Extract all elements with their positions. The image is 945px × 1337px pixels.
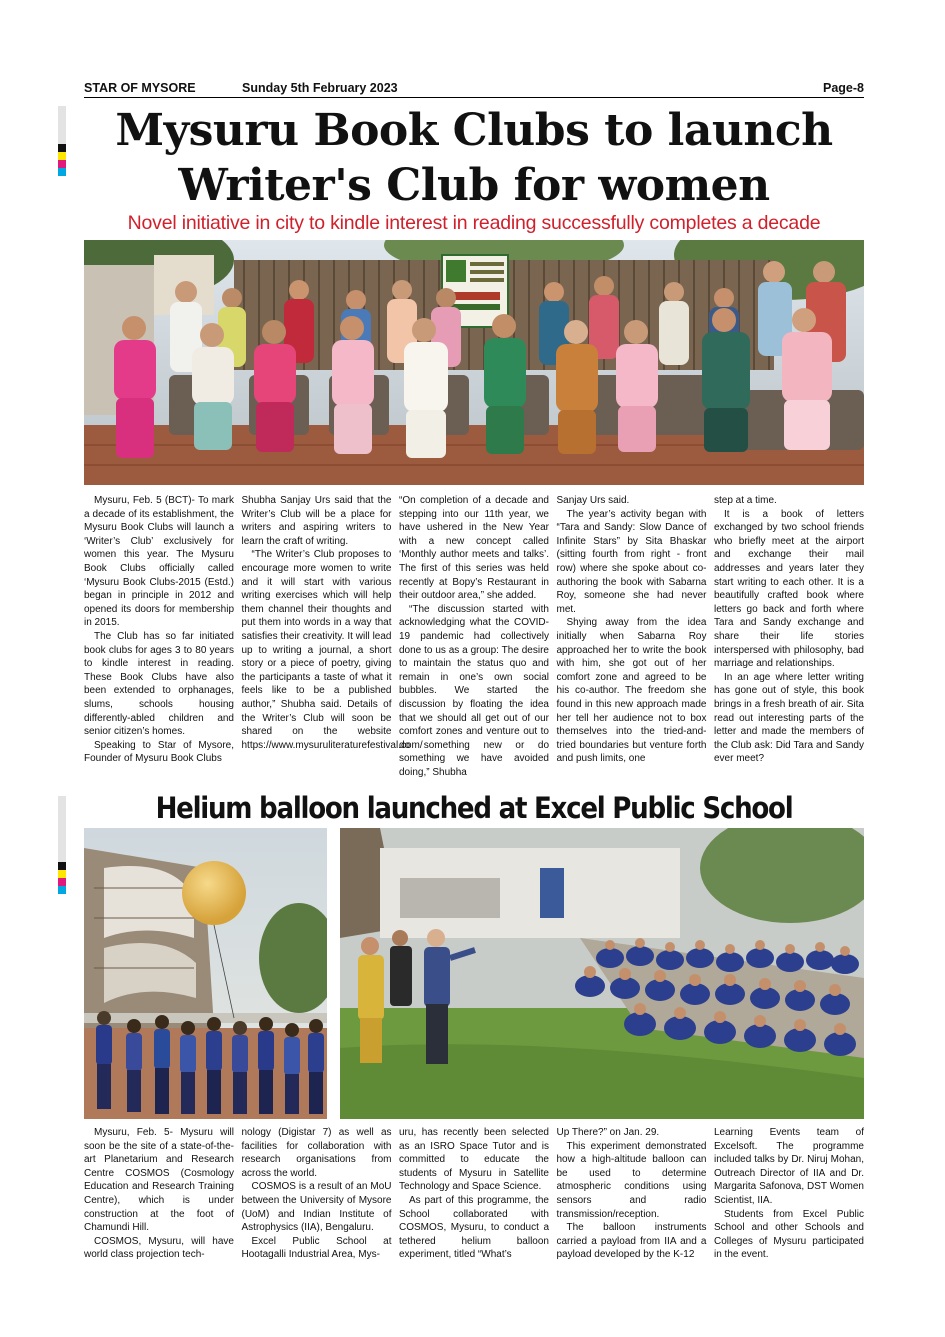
story2-column-4 [557,1126,707,1262]
paragraph: “On completion of a decade and stepping into our 11th year, we have ushered in the New Year with a new concept called ‘Monthly author meets and talks’. The first of this series was held recently at Bopy’s Restaurant in their outdoor area,” she added. [399,495,549,602]
paragraph: nology (Digistar 7) as well as facilities for collaboration with research organisations from across the world. [241,1127,392,1179]
story1-column-5 [714,494,864,779]
paragraph: Mysuru, Feb. 5- Mysuru will soon be the site of a state-of-the-art Planetarium and Research Centre COSMOS (Cosmology Education and Research Training Centre), which is under construction at the foot of Chamundi Hill. [84,1127,234,1234]
story2-body [84,1126,864,1262]
paragraph: Shying away from the idea initially when Sabarna Roy approached her to write the book with him, she got out of her comfort zone and agreed to be his co-author. The freedom she found in this new approach made her tell her audience not to box themselves into the tried-and-tried boundaries but venture forth and push limits, one [556,617,707,765]
paragraph: Shubha Sanjay Urs said that the Writer’s Club will be a place for writers and aspiring writers to learn the craft of writing. [241,495,392,547]
paragraph: The year’s activity began with “Tara and Sandy: Slow Dance of Infinite Stars” by Sita Bhaskar (sitting fourth from right - front row) where she spoke about co-authoring the book with Sabarna Roy, someone she had never met. [556,508,707,615]
paragraph: Mysuru, Feb. 5 (BCT)- To mark a decade of its establishment, the Mysuru Book Clubs will launch a ‘Writer’s Club’ exclusively for women this year. The Mysuru Book Clubs officially called ‘Mysuru Book Clubs-2015 (Estd.) began in principle in 2012 and opened its doors for membership in 2015. [84,495,234,629]
paragraph: As part of this programme, the School collaborated with COSMOS, Mysuru, to conduct a tethered helium balloon experiment, titled “What’s [399,1194,549,1261]
subheadline: Novel initiative in city to kindle interest in reading successfully completes a decade [127,212,821,234]
paragraph: COSMOS, Mysuru, will have world class projection tech- [84,1235,234,1261]
story2-column-2 [242,1126,392,1262]
issue-date: Sunday 5th February 2023 [242,81,398,95]
paragraph: Sanjay Urs said. [556,495,630,506]
paragraph: Up There?” on Jan. 29. [556,1127,660,1138]
balloon-photo [84,828,327,1119]
headline-helium-balloon: Helium balloon launched at Excel Public School [123,788,825,828]
story1-column-3 [399,494,549,779]
story1-column-2 [241,494,423,779]
registration-mark-top [58,106,66,176]
paragraph: step at a time. [714,495,777,506]
newspaper-name: STAR OF MYSORE [84,81,196,95]
story1-column-4 [557,494,707,779]
story2-column-5 [714,1126,864,1262]
story1-body [84,494,864,779]
paragraph: Learning Events team of Excelsoft. The programme included talks by Dr. Niruj Mohan, Outreach Director of IIA and Dr. Margarita Safonova, DST Women Scientist, IIA. [714,1127,864,1206]
story2-column-3 [399,1126,549,1262]
headline-line-1: Mysuru Book Clubs to launch [115,105,833,156]
paragraph: Speaking to Star of Mysore, Founder of Mysuru Book Clubs [84,739,234,765]
paragraph: “The Writer’s Club proposes to encourage more women to write and it will start with various writing exercises which will help them channel their thoughts and put them into words in a way that satisfies their creativity. It will lead up to writing a journal, a short story or a piece of poetry, giving the participants a taste of what it feels like to be a published author,” Shubha said. Details of the Writer’s Club will soon be shared on the website https://www.mysuruliteraturefestival.com/ [241,549,423,751]
paragraph: COSMOS is a result of an MoU between the University of Mysore (UoM) and Indian Institute of Astrophysics (IIA), Bengaluru. [241,1181,392,1234]
page-header [84,80,864,98]
paragraph: This experiment demonstrated how a high-altitude balloon can be used to determine atmospheric conditions using sensors and radio transmission/reception. [556,1140,707,1220]
paragraph: The Club has so far initiated book clubs for ages 3 to 80 years to kindle interest in reading. These Book Clubs have also been extended to orphanages, slums, schools housing differently-abled children and senior citizen’s homes. [84,630,234,738]
paragraph: Excel Public School at Hootagalli Industrial Area, Mys- [241,1235,392,1261]
story2-column-1 [84,1126,234,1262]
students-audience-photo [340,828,864,1119]
story1-column-1 [84,494,234,779]
book-club-group-photo [84,240,864,485]
paragraph: In an age where letter writing has gone out of style, this book brings in a fresh breath of air. Sita read out interesting parts of the letter and made the members of the Club ask: Did Tara and Sandy ever meet? [714,671,864,765]
headline-line-2: Writer's Club for women [178,160,770,211]
paragraph: Students from Excel Public School and other Schools and Colleges of Mysuru participated in the event. [714,1208,864,1261]
paragraph: The balloon instruments carried a payload from IIA and a payload developed by the K-12 [556,1222,707,1261]
paragraph: “The discussion started with acknowledging what the COVID-19 pandemic had collectively done to us as a group: The desire to maintain the status quo and remain in one’s own social bubbles. We started the discussion by floating the idea that we should all get out of our comfort zones and venture out to do something new or do something we have avoided doing,” Shubha [399,603,549,778]
page-number: Page-8 [823,81,864,95]
registration-mark-bottom [58,796,66,894]
paragraph: It is a book of letters exchanged by two school friends who briefly meet at the airport and exchange their mail addresses and years later they start writing to each other. It is a beautifully crafted book where letters go back and forth where Tara and Sandy exchange and share their life stories interspersed with philosophy, bad marriage and relationships. [714,508,864,670]
paragraph: uru, has recently been selected as an ISRO Space Tutor and is committed to educate the students of Mysuru in Satellite Technology and Space Science. [399,1127,549,1193]
